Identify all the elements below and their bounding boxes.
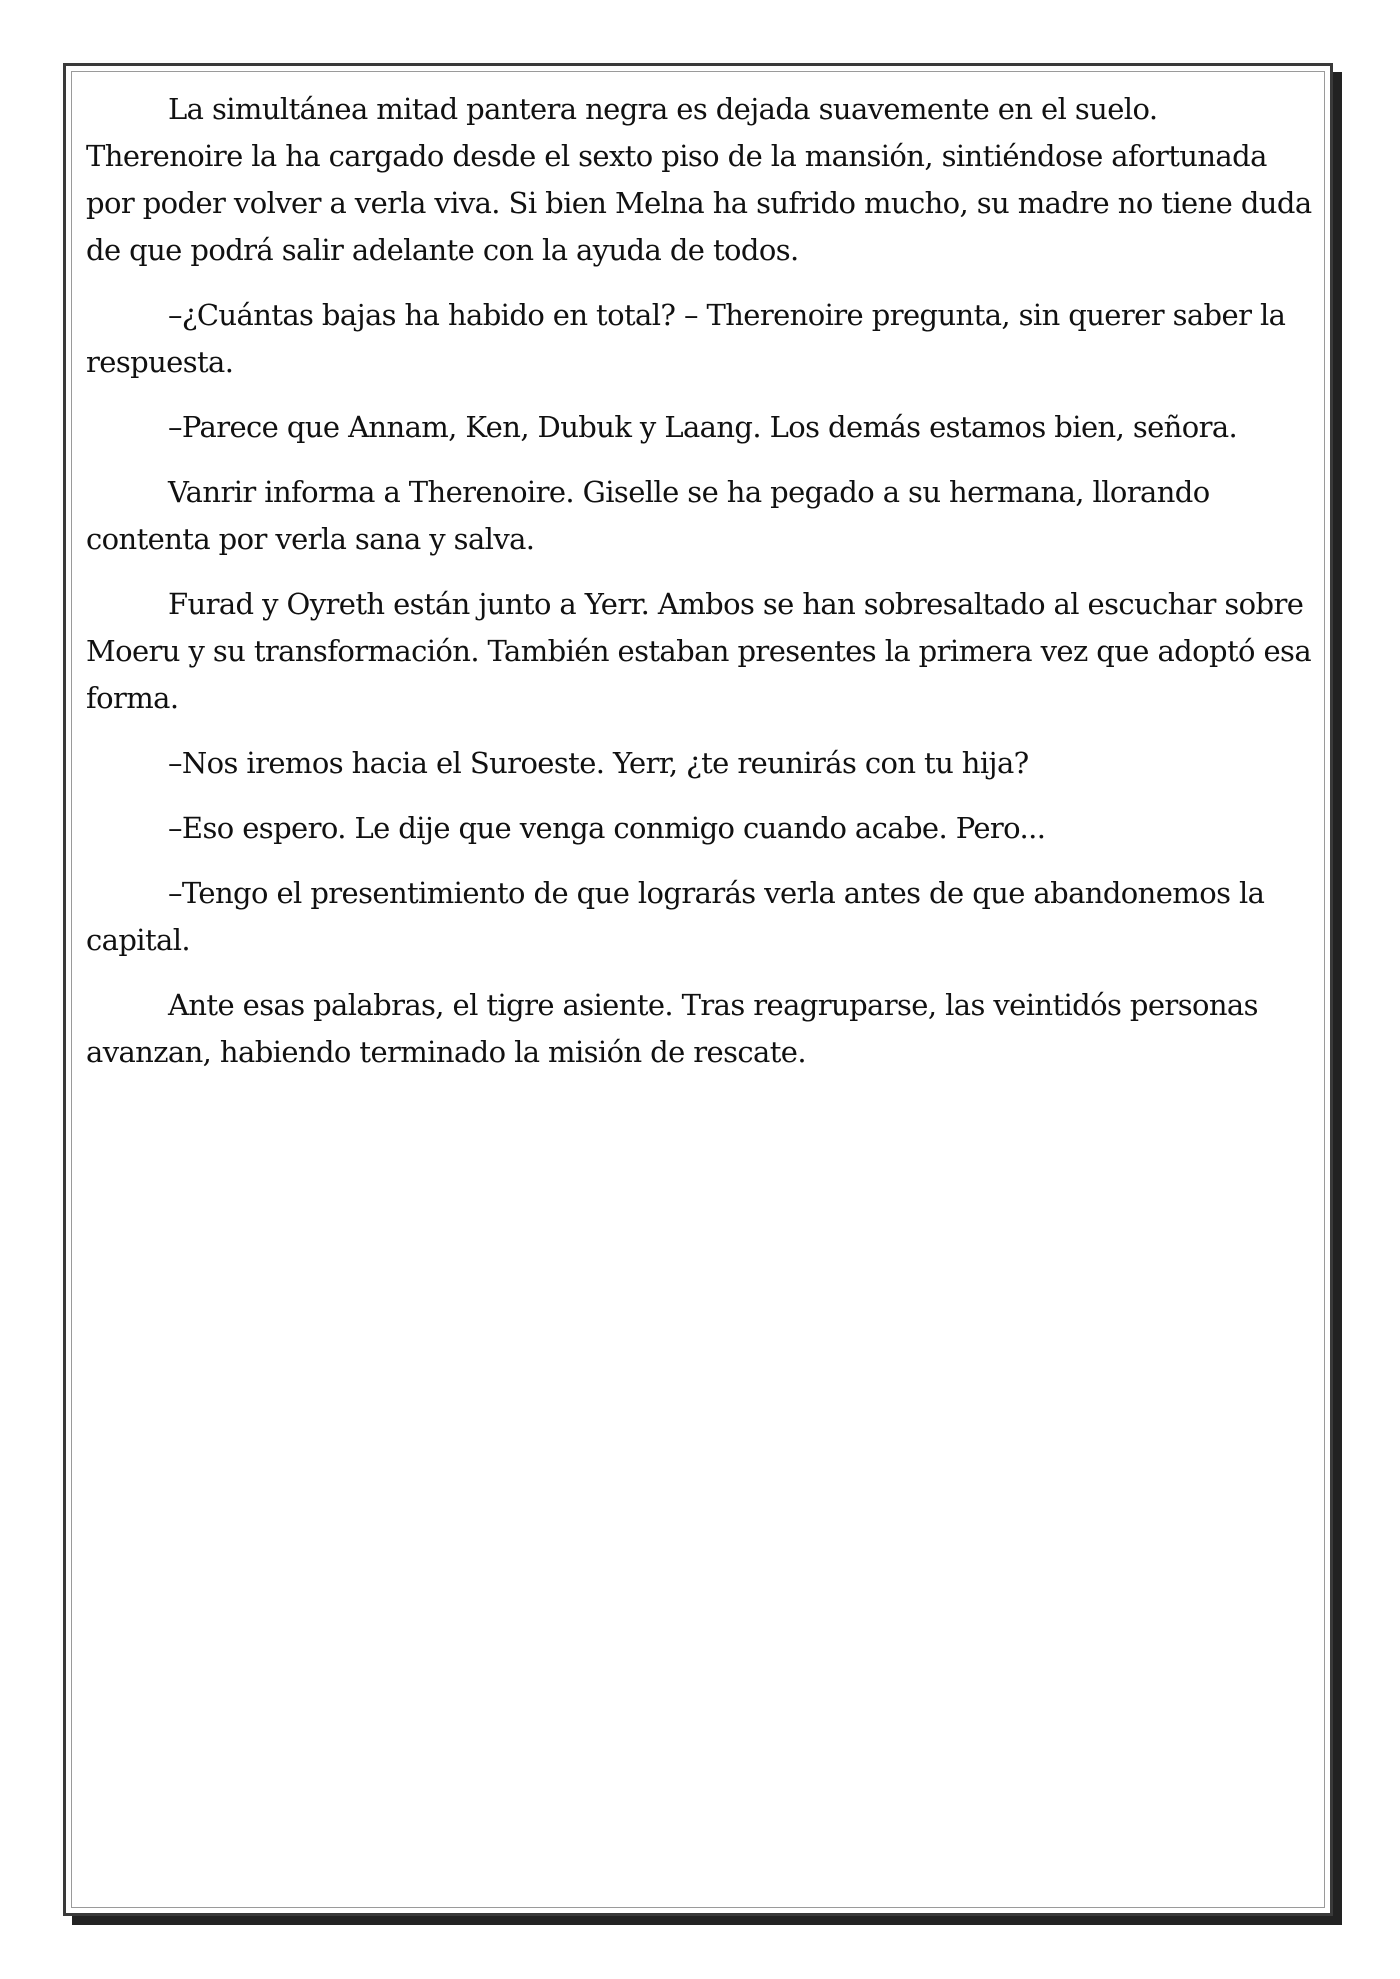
- paragraph: –Eso espero. Le dije que venga conmigo cuando acabe. Pero...: [168, 811, 1046, 845]
- paragraph: –¿Cuántas bajas ha habido en total? – Therenoire pregunta, sin querer saber la respuesta.: [86, 298, 1286, 379]
- paragraph: Vanrir informa a Therenoire. Giselle se ha pegado a su hermana, llorando contenta por verla sana y salva.: [86, 475, 1210, 556]
- page-frame: [63, 63, 1333, 1916]
- paragraph: Ante esas palabras, el tigre asiente. Tras reagruparse, las veintidós personas avanzan, habiendo terminado la misión de rescate.: [86, 988, 1258, 1069]
- document-body: [86, 86, 1316, 1094]
- paragraph: La simultánea mitad pantera negra es dejada suavemente en el suelo. Therenoire la ha cargado desde el sexto piso de la mansión, sintiéndose afortunada por poder volver a verla viva. Si bien Melna ha sufrido mucho, su madre no tiene duda de que podrá salir adelante con la ayuda de todos.: [86, 92, 1312, 267]
- paragraph: –Tengo el presentimiento de que lograrás verla antes de que abandonemos la capital.: [86, 876, 1265, 957]
- paragraph: –Nos iremos hacia el Suroeste. Yerr, ¿te reunirás con tu hija?: [168, 746, 1029, 780]
- paragraph: Furad y Oyreth están junto a Yerr. Ambos se han sobresaltado al escuchar sobre Moeru y su transformación. También estaban presentes la primera vez que adoptó esa forma.: [86, 587, 1312, 715]
- paragraph: –Parece que Annam, Ken, Dubuk y Laang. Los demás estamos bien, señora.: [168, 410, 1238, 444]
